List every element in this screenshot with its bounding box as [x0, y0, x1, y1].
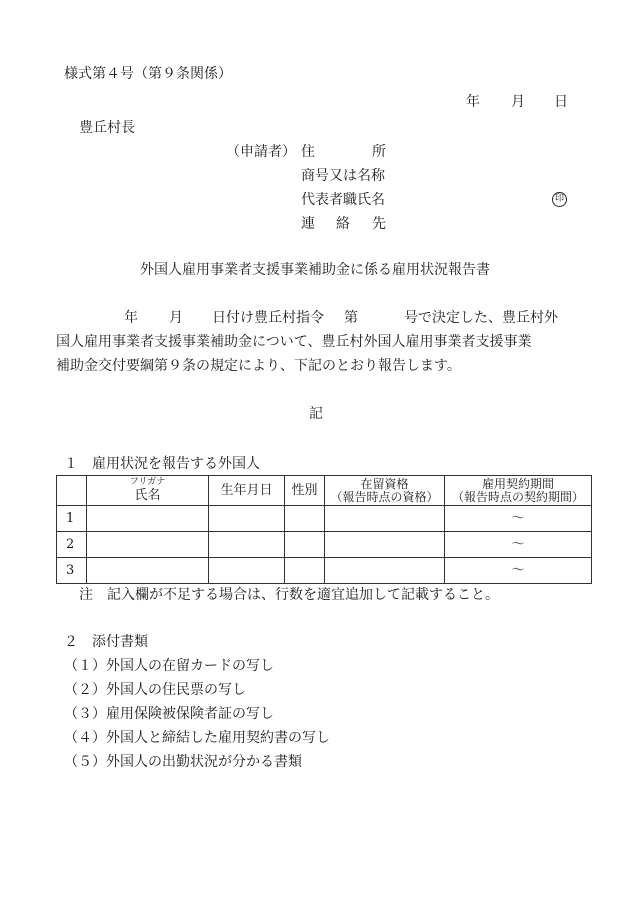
col-name-header	[87, 476, 209, 506]
address-label-2: 所	[372, 144, 386, 160]
row-number: 2	[57, 532, 87, 558]
date-day-label: 日	[554, 94, 568, 110]
body-month: 月	[169, 310, 183, 326]
body-day-ref: 日付け豊丘村指令	[212, 310, 324, 326]
birthdate-cell[interactable]	[209, 532, 285, 558]
col-status-header	[325, 476, 445, 506]
table-header-row	[57, 476, 592, 506]
attachment-item-2: （２）外国人の住民票の写し	[64, 682, 246, 698]
addressee: 豊丘村長	[79, 120, 135, 136]
furigana-label: フリガナ	[129, 476, 166, 487]
sex-cell[interactable]	[285, 532, 325, 558]
trade-name-label: 商号又は名称	[301, 168, 385, 184]
name-cell[interactable]	[87, 506, 209, 532]
body-line3: 補助金交付要綱第９条の規定により、下記のとおり報告します。	[56, 358, 461, 374]
body-no: 第	[344, 310, 358, 326]
contact-label-3: 先	[372, 216, 386, 232]
employment-status-table	[56, 475, 592, 584]
col-number-header	[57, 476, 87, 506]
period-cell[interactable]: ～	[445, 532, 592, 558]
status-cell[interactable]	[325, 558, 445, 584]
col-birthdate-header: 生年月日	[209, 476, 285, 506]
form-number: 様式第４号（第９条関係）	[64, 66, 232, 82]
name-label: 氏名	[134, 488, 161, 504]
date-year-label: 年	[466, 94, 480, 110]
period-sub-label: （報告時点の契約期間）	[451, 489, 584, 504]
body-year: 年	[124, 310, 138, 326]
table-note: 注 記入欄が不足する場合は、行数を適宜追加して記載すること。	[79, 587, 499, 603]
representative-label: 代表者職氏名	[301, 192, 385, 208]
period-cell[interactable]: ～	[445, 506, 592, 532]
status-cell[interactable]	[325, 506, 445, 532]
attachment-item-4: （４）外国人と締結した雇用契約書の写し	[64, 730, 330, 746]
name-cell[interactable]	[87, 532, 209, 558]
table-row	[57, 506, 592, 532]
section2-title: ２ 添付書類	[64, 634, 148, 650]
attachment-item-3: （３）雇用保険被保険者証の写し	[64, 706, 274, 722]
period-label: 雇用契約期間	[481, 476, 554, 491]
table-row	[57, 558, 592, 584]
period-cell[interactable]: ～	[445, 558, 592, 584]
sex-cell[interactable]	[285, 506, 325, 532]
section1-title: １ 雇用状況を報告する外国人	[64, 456, 260, 472]
table-row	[57, 532, 592, 558]
ki-label: 記	[309, 406, 323, 422]
applicant-label: （申請者）	[226, 144, 296, 160]
row-number: 1	[57, 506, 87, 532]
address-label-1: 住	[301, 144, 315, 160]
attachment-item-1: （１）外国人の在留カードの写し	[64, 658, 274, 674]
row-number: 3	[57, 558, 87, 584]
body-line1-rest: 号で決定した、豊丘村外	[404, 310, 558, 326]
body-line2: 国人雇用事業者支援事業補助金について、豊丘村外国人雇用事業者支援事業	[56, 334, 532, 350]
status-cell[interactable]	[325, 532, 445, 558]
name-cell[interactable]	[87, 558, 209, 584]
attachment-item-5: （５）外国人の出勤状況が分かる書類	[64, 754, 302, 770]
seal-mark-icon: 印	[552, 192, 567, 207]
col-period-header	[445, 476, 592, 506]
contact-label-2: 絡	[336, 216, 350, 232]
sex-cell[interactable]	[285, 558, 325, 584]
col-sex-header: 性別	[285, 476, 325, 506]
contact-label-1: 連	[301, 216, 315, 232]
status-sub-label: （報告時点の資格）	[330, 489, 439, 504]
document-title: 外国人雇用事業者支援事業補助金に係る雇用状況報告書	[140, 262, 490, 278]
birthdate-cell[interactable]	[209, 558, 285, 584]
status-label: 在留資格	[360, 476, 409, 491]
date-month-label: 月	[511, 94, 525, 110]
birthdate-cell[interactable]	[209, 506, 285, 532]
